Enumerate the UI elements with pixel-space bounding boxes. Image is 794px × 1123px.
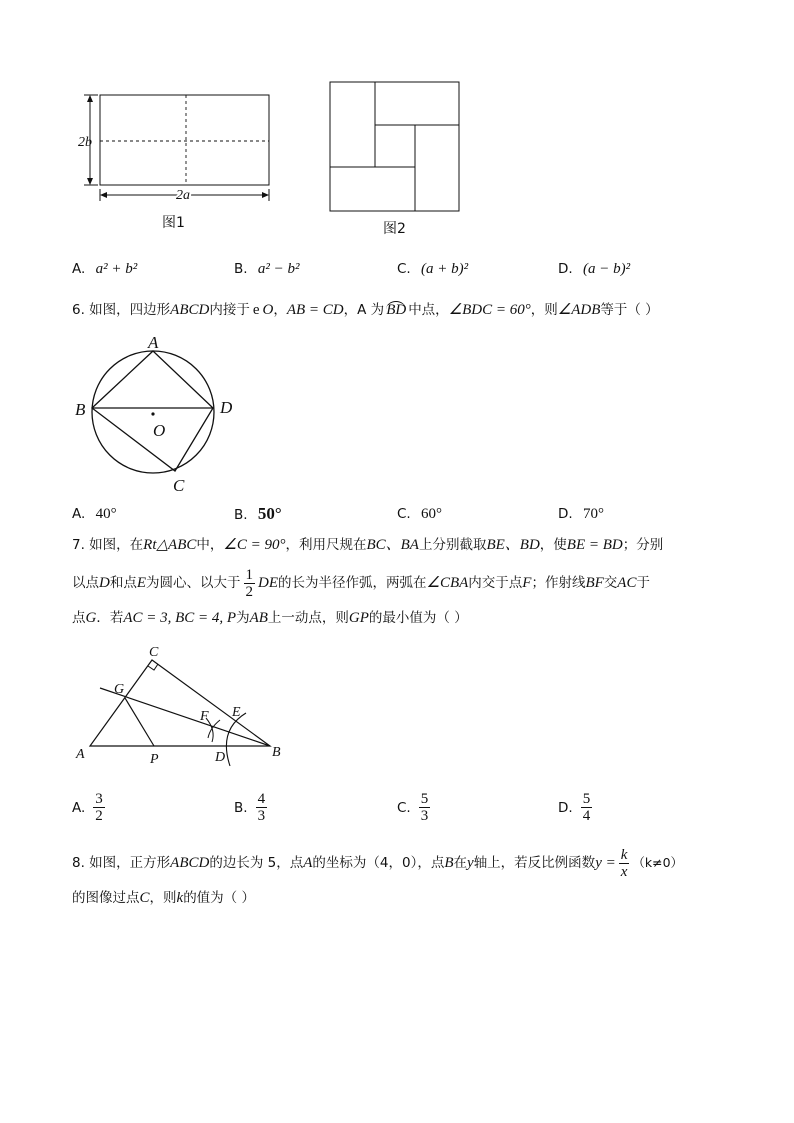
q7-option-c[interactable] bbox=[397, 791, 433, 824]
q6-o: O bbox=[262, 302, 274, 318]
q5-option-c-letter: C. bbox=[397, 261, 411, 277]
q8-text: 的图像过点 bbox=[72, 890, 140, 906]
fig1-caption: 图1 bbox=[162, 215, 185, 231]
q7-triangle bbox=[90, 660, 270, 746]
q7-option-b[interactable] bbox=[234, 791, 270, 824]
q7-option-b-fraction bbox=[256, 791, 268, 824]
q8-text: 的坐标为（4，0），点 bbox=[312, 855, 445, 871]
q7-ab: AB bbox=[249, 610, 268, 626]
q7-rt-abc: Rt△ABC bbox=[143, 537, 197, 553]
q6-option-a-value: 40° bbox=[95, 506, 117, 522]
q7-label-g: G bbox=[114, 682, 125, 697]
q6-option-d-letter: D. bbox=[558, 506, 573, 522]
q7-label-p: P bbox=[150, 752, 159, 767]
q6-stem-text: ，则 bbox=[530, 302, 558, 318]
fig2-caption: 图2 bbox=[383, 221, 406, 237]
q7-d: D bbox=[99, 575, 110, 591]
q7-text: 上一动点，则 bbox=[267, 610, 349, 626]
q7-bf: BF bbox=[585, 575, 604, 591]
q8-text: 的值为（ ） bbox=[183, 890, 255, 906]
q7-text: 为圆心、以大于 bbox=[146, 575, 241, 591]
fig1-height-arrow-bottom bbox=[87, 178, 93, 185]
q7-option-a[interactable] bbox=[72, 791, 108, 824]
q7-angle-cba: ∠CBA bbox=[426, 575, 469, 591]
q7-option-c-fraction bbox=[419, 791, 431, 824]
q5-option-a[interactable] bbox=[72, 261, 137, 278]
fig1-width-label: 2a bbox=[176, 188, 190, 203]
q5-option-c-expr: (a + b)² bbox=[421, 261, 469, 277]
q7-option-b-num: 4 bbox=[257, 791, 266, 807]
q8-text: 在 bbox=[453, 855, 468, 871]
q8-stem-line-2 bbox=[72, 889, 255, 907]
q7-text: ．若 bbox=[96, 610, 124, 626]
q7-option-c-den: 3 bbox=[420, 808, 429, 824]
fig1-height-label: 2b bbox=[78, 135, 92, 150]
fig1-height-arrow-top bbox=[87, 95, 93, 102]
q5-option-b[interactable] bbox=[234, 261, 299, 278]
q7-bc-ba: BC、BA bbox=[366, 537, 419, 553]
q7-text: 的长为半径作弧，两弧在 bbox=[278, 575, 427, 591]
q7-option-d-den: 4 bbox=[582, 808, 591, 824]
q7-option-d-fraction bbox=[581, 791, 593, 824]
q7-g: G bbox=[85, 610, 97, 626]
q6-label-c: C bbox=[173, 476, 185, 495]
q6-label-o: O bbox=[153, 421, 166, 440]
fig1-width-arrow-left bbox=[100, 192, 107, 198]
q5-option-a-expr: a² + b² bbox=[95, 261, 138, 277]
q7-option-d[interactable] bbox=[558, 791, 595, 824]
q6-option-b-letter: B. bbox=[234, 507, 248, 523]
q7-option-a-letter: A. bbox=[72, 799, 86, 816]
q7-text: ；作射线 bbox=[531, 575, 586, 591]
q8-stem-line-1 bbox=[72, 846, 683, 880]
q8-y-eq: y = bbox=[595, 855, 616, 871]
q8-text: 的边长为 5，点 bbox=[209, 855, 304, 871]
q7-text: 7. 如图，在 bbox=[72, 537, 144, 553]
q7-right-angle-mark bbox=[148, 664, 158, 670]
q7-text: 为 bbox=[236, 610, 250, 626]
fig1-width-arrow-right bbox=[262, 192, 269, 198]
q6-angle-bdc: ∠BDC = 60° bbox=[448, 302, 531, 318]
q6-option-a[interactable] bbox=[72, 506, 117, 523]
q6-circle-symbol: e bbox=[252, 302, 260, 318]
q5-figure-1 bbox=[70, 85, 285, 210]
q6-option-d[interactable] bbox=[558, 506, 604, 523]
q7-option-b-den: 3 bbox=[257, 808, 266, 824]
q6-option-c-value: 60° bbox=[421, 506, 443, 522]
q7-be-bd: BE、BD bbox=[486, 537, 540, 553]
q6-option-c-letter: C. bbox=[397, 506, 411, 522]
q6-stem-text: 中点， bbox=[408, 302, 449, 318]
q7-e: E bbox=[136, 575, 147, 591]
q7-text: 的最小值为（ ） bbox=[368, 610, 468, 626]
q7-arc-de bbox=[226, 713, 246, 766]
q7-label-e: E bbox=[232, 705, 241, 720]
q7-label-c: C bbox=[149, 645, 159, 660]
q6-stem-text: 6. 如图，四边形 bbox=[72, 302, 171, 318]
q6-label-d: D bbox=[220, 398, 233, 417]
q7-angle-c: ∠C = 90° bbox=[223, 537, 286, 553]
q6-stem bbox=[72, 301, 659, 319]
q6-angle-adb: ∠ADB bbox=[557, 302, 601, 318]
q6-abcd: ABCD bbox=[170, 302, 210, 318]
q5-option-b-expr: a² − b² bbox=[257, 261, 300, 277]
q6-option-a-letter: A. bbox=[72, 506, 86, 522]
q7-text: 和点 bbox=[109, 575, 137, 591]
q6-option-b-value: 50° bbox=[257, 504, 282, 523]
q7-de: DE bbox=[258, 575, 279, 591]
q7-option-a-num: 3 bbox=[95, 791, 103, 807]
q8-condition: （k≠0） bbox=[632, 855, 684, 870]
q8-b: B bbox=[444, 855, 454, 871]
q7-text: ，使 bbox=[539, 537, 567, 553]
q6-stem-text: ， bbox=[273, 302, 287, 318]
fig1-rectangle bbox=[100, 95, 269, 185]
q7-label-d: D bbox=[215, 750, 226, 765]
q7-label-b: B bbox=[272, 745, 281, 760]
q7-text: 于 bbox=[636, 575, 650, 591]
q7-stem-line-2 bbox=[72, 566, 650, 600]
q5-option-d[interactable] bbox=[558, 261, 630, 278]
q6-center-dot bbox=[151, 412, 154, 415]
q7-half-den: 2 bbox=[245, 583, 254, 600]
q7-option-b-letter: B. bbox=[234, 799, 248, 816]
q8-k-over-x bbox=[619, 847, 630, 880]
q7-label-a: A bbox=[76, 747, 85, 762]
q7-ray-bg bbox=[100, 688, 270, 746]
q7-stem-line-1 bbox=[72, 536, 663, 554]
q7-gp: GP bbox=[348, 610, 369, 626]
q8-k: k bbox=[620, 846, 628, 863]
q7-option-c-num: 5 bbox=[420, 791, 429, 807]
q7-half-fraction bbox=[244, 567, 256, 600]
q7-text: 内交于点 bbox=[468, 575, 523, 591]
q8-a: A bbox=[303, 855, 313, 871]
q7-option-a-den: 2 bbox=[95, 808, 103, 824]
q6-label-a: A bbox=[148, 333, 159, 352]
q6-option-c[interactable] bbox=[397, 506, 442, 523]
q7-option-a-fraction bbox=[93, 791, 105, 824]
q6-figure bbox=[70, 330, 245, 500]
q7-text: 以点 bbox=[72, 575, 99, 591]
q6-stem-text: ，A 为 bbox=[343, 302, 385, 318]
q6-stem-text: 内接于 bbox=[209, 302, 250, 318]
q7-text: ；分别 bbox=[622, 537, 664, 553]
q7-stem-line-3 bbox=[72, 609, 468, 627]
q7-ac: AC bbox=[617, 575, 637, 591]
q8-text: ，则 bbox=[149, 890, 177, 906]
q7-option-c-letter: C. bbox=[397, 799, 411, 816]
q7-text: ，利用尺规在 bbox=[285, 537, 367, 553]
q6-ab-cd: AB = CD bbox=[286, 302, 344, 318]
q8-text: 8. 如图，正方形 bbox=[72, 855, 171, 871]
q7-option-d-num: 5 bbox=[582, 791, 591, 807]
q7-given: AC = 3, BC = 4, P bbox=[123, 610, 237, 626]
q5-option-d-letter: D. bbox=[558, 261, 573, 277]
q7-option-d-letter: D. bbox=[558, 799, 573, 816]
q8-abcd: ABCD bbox=[170, 855, 210, 871]
q7-text: 中， bbox=[196, 537, 224, 553]
q5-option-a-letter: A. bbox=[72, 261, 86, 277]
q5-option-b-letter: B. bbox=[234, 261, 248, 277]
q6-option-d-value: 70° bbox=[582, 506, 604, 522]
q5-option-d-expr: (a − b)² bbox=[582, 261, 631, 277]
q6-arc-bd: BD bbox=[386, 302, 407, 318]
q7-text: 点 bbox=[72, 610, 86, 626]
q6-stem-text: 等于（ ） bbox=[600, 302, 659, 318]
q6-option-b[interactable] bbox=[234, 504, 282, 524]
q7-be-eq-bd: BE = BD bbox=[566, 537, 623, 553]
q8-c: C bbox=[139, 890, 150, 906]
q5-figure-2 bbox=[325, 78, 465, 218]
q7-label-f: F bbox=[200, 709, 209, 724]
q8-x: x bbox=[620, 863, 628, 880]
q7-figure bbox=[70, 640, 290, 770]
q7-text: 交 bbox=[603, 575, 618, 591]
q8-y: y bbox=[467, 855, 474, 871]
q8-k2: k bbox=[176, 890, 184, 906]
fig2-outer-square bbox=[330, 82, 459, 211]
q7-half-num: 1 bbox=[245, 566, 254, 583]
q6-label-b: B bbox=[75, 400, 86, 419]
q8-text: 轴上，若反比例函数 bbox=[473, 855, 596, 871]
q7-f: F bbox=[522, 575, 532, 591]
q5-option-c[interactable] bbox=[397, 261, 468, 278]
q7-text: 上分别截取 bbox=[418, 537, 487, 553]
